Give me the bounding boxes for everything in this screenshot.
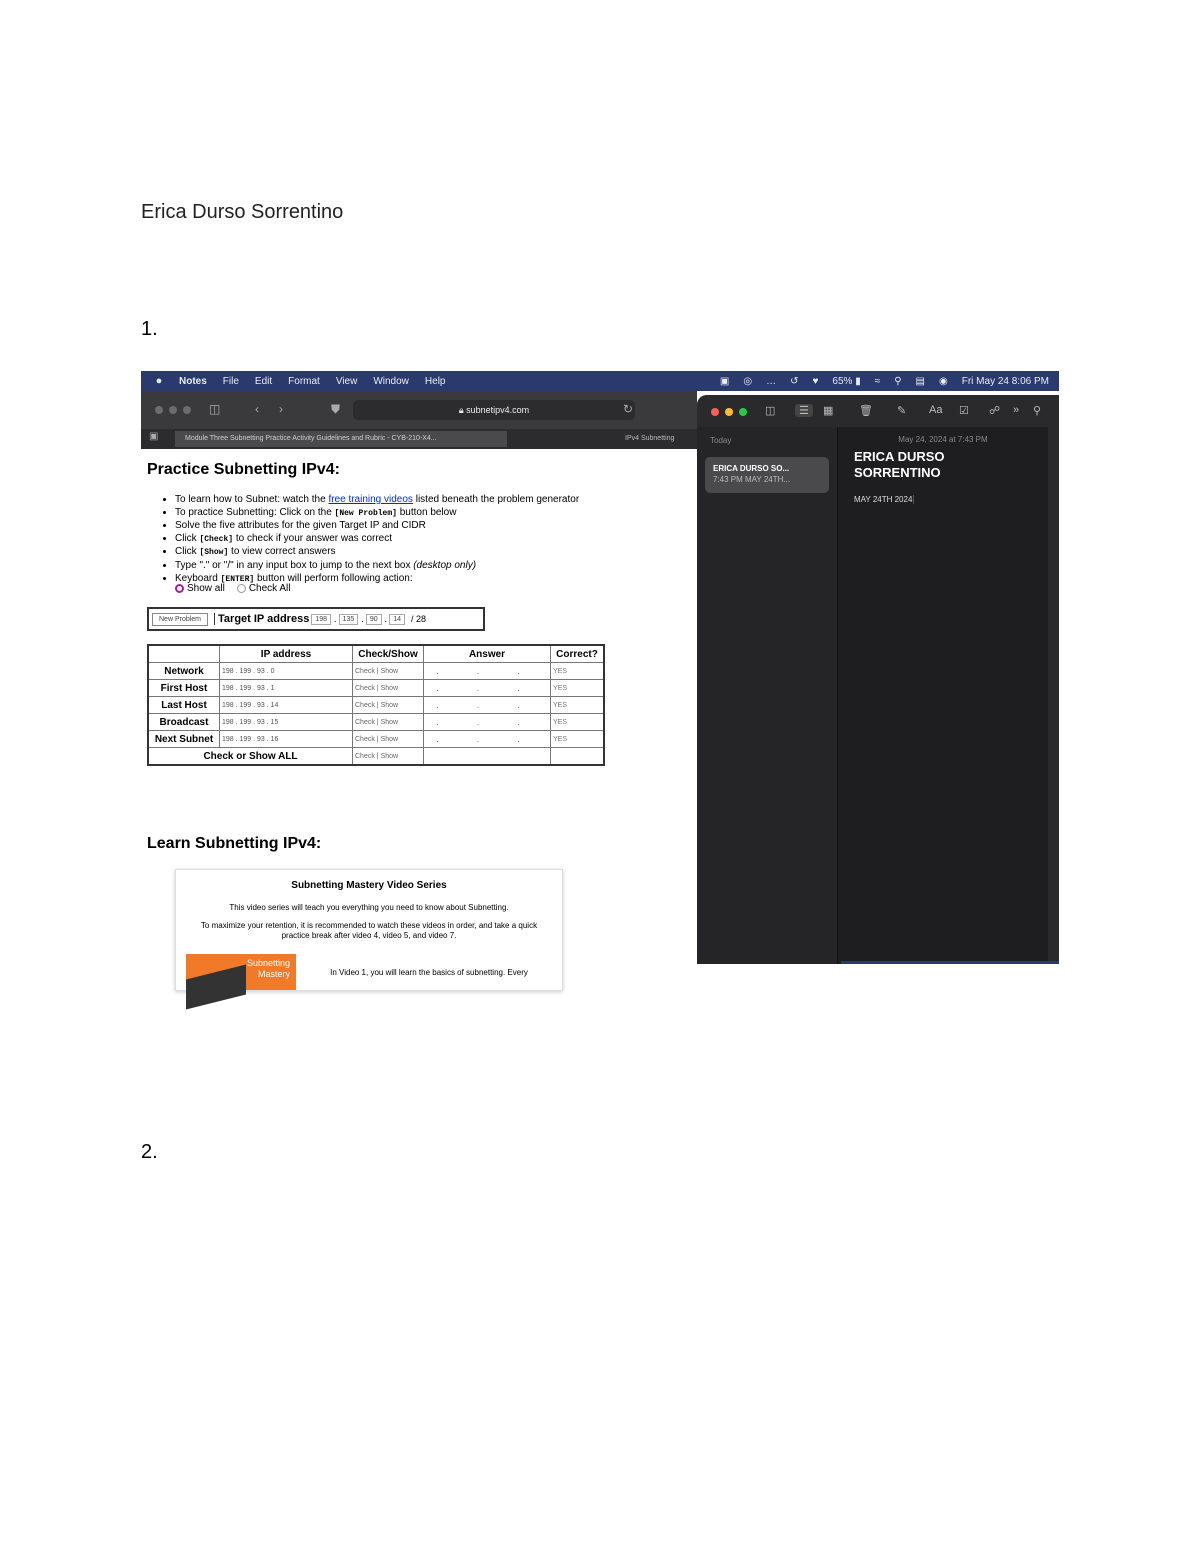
check-show-cell: Check | Show [353,680,424,697]
check-button[interactable]: Check [355,684,375,692]
menubar-clock[interactable]: Fri May 24 8:06 PM [961,375,1049,387]
check-show-cell: Check | Show [353,697,424,714]
thumbnail-graphic [186,965,246,1010]
list-view-icon[interactable]: ☰ [795,404,813,417]
answer-cell: . . . [424,663,551,680]
question-number-2: 2. [141,1141,158,1163]
instructions-list [161,494,579,586]
list-item: • To practice Subnetting: Click on the [New Problem] button below [175,507,579,521]
training-videos-link[interactable]: free training videos [328,494,413,505]
check-show-cell: Check | Show [353,714,424,731]
menu-help[interactable]: Help [424,375,446,387]
thumbnail-text: Subnetting Mastery [246,958,290,979]
table-row [148,680,604,697]
check-button[interactable]: Check [355,718,375,726]
radio-check-all[interactable]: Check All [237,583,291,594]
browser-toolbar [141,391,697,429]
show-button[interactable]: Show [380,667,399,675]
check-show-cell: Check | Show [353,731,424,748]
table-row [148,731,604,748]
answer-cell: . . . [424,697,551,714]
ip-input[interactable]: 198 . 199 . 93 . 0 [220,663,353,680]
correct-cell: YES [551,697,605,714]
format-text-icon[interactable]: Aa [929,404,943,416]
notes-scrollbar[interactable] [1048,427,1059,964]
menu-edit[interactable]: Edit [254,375,273,387]
show-button[interactable]: Show [380,684,399,692]
table-header: Answer [424,645,551,663]
target-cidr: / 28 [410,614,426,624]
target-octet-2: 135 [339,614,359,625]
share-icon[interactable]: ☍ [989,405,1001,417]
correct-cell: YES [551,663,605,680]
sync-icon[interactable]: ↺ [790,375,799,387]
table-header: Correct? [551,645,605,663]
list-item: • Solve the five attributes for the given Target IP and CIDR [175,520,579,533]
sidebar-toggle-icon[interactable]: ◫ [765,405,776,417]
check-show-cell: Check | Show [353,663,424,680]
table-header: Check/Show [353,645,424,663]
ip-input[interactable]: 198 . 199 . 93 . 16 [220,731,353,748]
url-text: subnetipv4.com [466,405,530,415]
heart-icon[interactable]: ♥ [812,375,819,387]
minimize-notes-button[interactable] [725,408,733,416]
menu-window[interactable]: Window [373,375,409,387]
list-item: • Click [Show] to view correct answers [175,546,579,560]
notes-list [697,427,838,964]
learn-heading: Learn Subnetting IPv4: [147,835,322,852]
shortcuts-icon[interactable]: ◎ [743,375,753,387]
search-icon[interactable]: ⚲ [894,375,902,387]
answer-cell: . . . [424,680,551,697]
row-label: Last Host [148,697,220,714]
display-icon[interactable]: ▣ [719,375,730,387]
question-number-1: 1. [141,318,158,340]
subnet-table [147,644,605,766]
siri-icon[interactable]: ◉ [939,375,948,387]
ip-input[interactable]: 198 . 199 . 93 . 15 [220,714,353,731]
card-paragraph: To maximize your retention, it is recommended to watch these videos in order, and take a quick practice break after video 4, video 5, and video 7. [200,921,538,940]
more-icon[interactable]: » [1013,404,1020,416]
correct-cell: YES [551,731,605,748]
screenshot-image [141,371,1059,979]
author-name: Erica Durso Sorrentino [141,201,344,223]
show-button[interactable]: Show [380,701,399,709]
correct-cell: YES [551,680,605,697]
note-item-title: ERICA DURSO SO... [713,464,790,473]
close-notes-button[interactable] [711,408,719,416]
show-button[interactable]: Show [380,735,399,743]
notes-toolbar [697,395,1059,427]
ip-input[interactable]: 198 . 199 . 93 . 1 [220,680,353,697]
control-center-icon[interactable]: ▤ [915,375,925,387]
table-row [148,663,604,680]
row-label: Network [148,663,220,680]
correct-cell: YES [551,714,605,731]
target-octet-1: 198 [311,614,331,625]
forward-icon[interactable]: › [279,402,283,416]
mac-menubar [141,371,1059,391]
note-date: May 24, 2024 at 7:43 PM [898,435,988,444]
ip-input[interactable]: 198 . 199 . 93 . 14 [220,697,353,714]
shield-icon[interactable]: ⛊ [331,402,341,416]
table-header: IP address [220,645,353,663]
menu-app-notes[interactable]: Notes [179,375,207,387]
table-row [148,714,604,731]
note-item-subtitle: 7:43 PM MAY 24TH... [713,475,791,484]
note-editor[interactable] [838,427,1048,964]
zoom-notes-button[interactable] [739,408,747,416]
browser-window [141,391,697,979]
tab-overview-icon[interactable]: ▣ [149,431,159,442]
empty-cell [551,748,605,766]
answer-cell: . . . [424,731,551,748]
menu-file[interactable]: File [222,375,239,387]
target-ip-label: Target IP address [214,613,309,625]
address-bar[interactable] [353,400,635,420]
notes-window [697,395,1059,964]
tab-ipv4-subnetting[interactable]: IPv4 Subnetting [625,435,675,442]
gallery-view-icon[interactable]: ▦ [823,405,834,417]
wifi-icon[interactable]: ≈ [874,375,881,387]
practice-heading: Practice Subnetting IPv4: [147,461,340,478]
answer-cell: . . . [424,714,551,731]
web-page-content [141,449,697,979]
radio-show-all[interactable]: Show all [175,583,225,594]
new-problem-button[interactable]: New Problem [152,613,208,626]
card-paragraph: This video series will teach you everything you need to know about Subnetting. [229,903,509,912]
empty-cell [424,748,551,766]
video-1-description: In Video 1, you will learn the basics of subnetting. Every [330,968,528,977]
check-button[interactable]: Check [355,701,375,709]
check-show-cell: Check | Show [353,748,424,766]
compose-icon[interactable]: ✎ [897,405,907,417]
table-header [148,645,220,663]
row-label: First Host [148,680,220,697]
show-button[interactable]: Show [380,718,399,726]
row-label: Broadcast [148,714,220,731]
desktop-strip [841,961,1059,964]
enter-action-radios [175,583,291,594]
video-thumbnail[interactable] [186,954,296,990]
today-label: Today [710,436,732,445]
target-ip-row: New Problem Target IP address 198 . 135 . 90 . 14 / 28 [147,607,485,631]
zoom-window-button[interactable] [183,406,191,414]
row-label: Next Subnet [148,731,220,748]
video-series-card [175,869,563,991]
list-item: • Type "." or "/" in any input box to jump to the next box (desktop only) [175,560,579,573]
card-title: Subnetting Mastery Video Series [291,880,447,891]
menu-format[interactable]: Format [288,375,320,387]
list-item: • Keyboard [ENTER] button will perform following action: [175,573,579,587]
table-header-row [148,645,604,663]
check-all-button[interactable]: Check [355,752,375,760]
check-button[interactable]: Check [355,667,375,675]
table-row [148,697,604,714]
search-notes-icon[interactable]: ⚲ [1033,405,1042,417]
note-text: MAY 24TH 2024 [854,495,913,504]
trash-icon[interactable]: 🗑︎ [859,405,873,417]
list-item: • To learn how to Subnet: watch the free training videos listed beneath the problem generator [175,494,579,507]
battery-status[interactable]: 65% ▮ [832,375,861,387]
check-button[interactable]: Check [355,735,375,743]
close-window-button[interactable] [155,406,163,414]
tab-bar [141,429,697,449]
check-show-all-label: Check or Show ALL [148,748,353,766]
lock-icon: 🔒︎ [458,404,464,415]
target-octet-3: 90 [366,614,382,625]
text-caret [913,495,914,504]
note-heading: ERICA DURSO SORRENTINO [854,449,945,480]
minimize-window-button[interactable] [169,406,177,414]
show-all-button[interactable]: Show [380,752,399,760]
reload-icon[interactable]: ↻ [623,402,634,416]
target-octet-4: 14 [389,614,405,625]
back-icon[interactable]: ‹ [255,402,259,416]
tab-module-three[interactable]: Module Three Subnetting Practice Activity Guidelines and Rubric - CYB-210-X4... [175,431,507,447]
menu-view[interactable]: View [335,375,358,387]
control-icon[interactable]: … [766,375,777,387]
apple-icon[interactable]: ● [155,375,163,387]
list-item: • Click [Check] to check if your answer was correct [175,533,579,547]
sidebar-icon[interactable]: ◫ [209,402,221,416]
table-footer-row [148,748,604,766]
checklist-icon[interactable]: ☑ [959,405,969,417]
